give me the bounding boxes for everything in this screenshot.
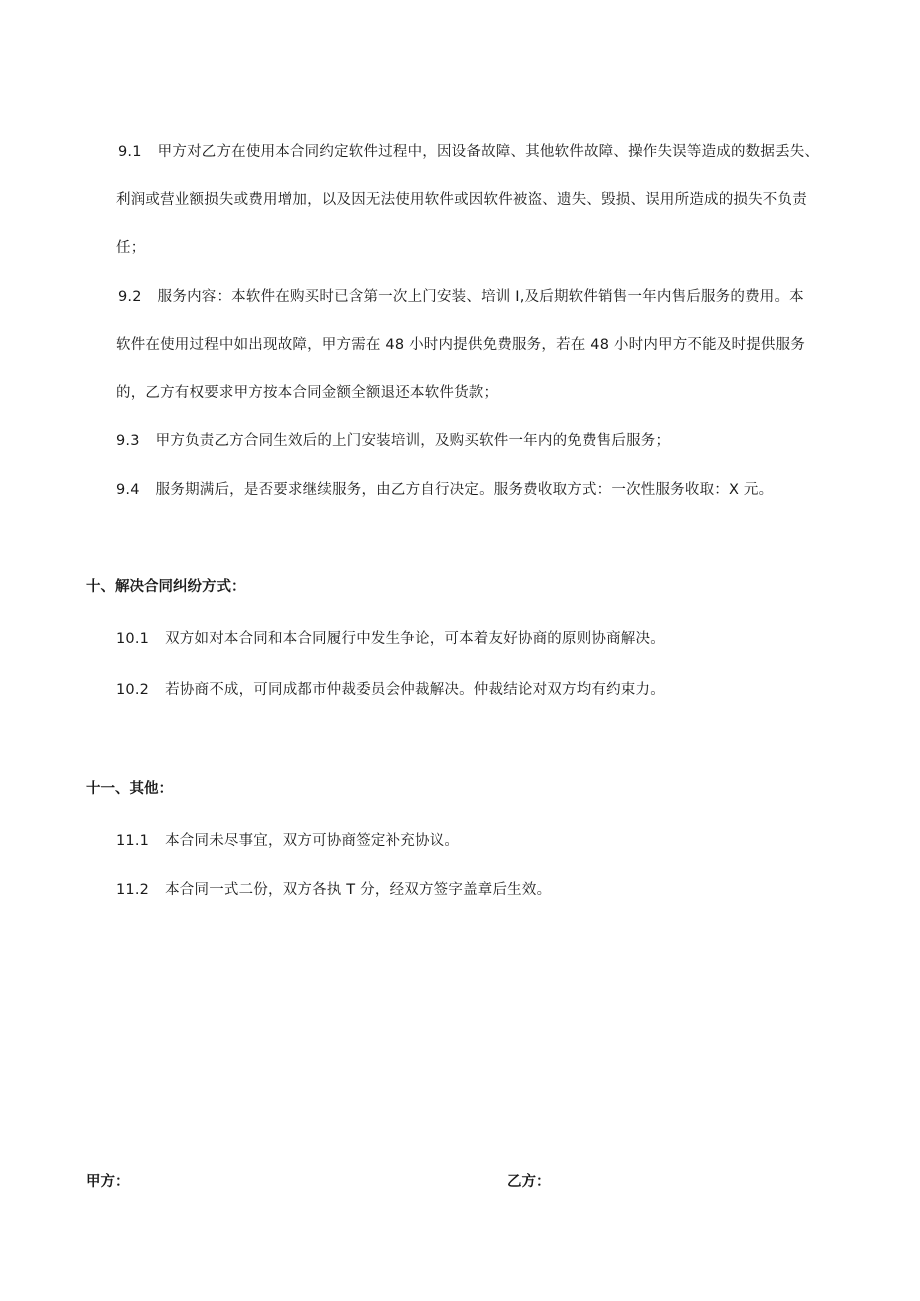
- clause-11-2: [116, 866, 846, 915]
- section-heading-11: 十一、其他：: [86, 781, 173, 797]
- clause-text: 本合同一式二份，双方各执 T 分，经双方签字盖章后生效。: [165, 882, 552, 898]
- section-heading-10: 十、解决合同纠纷方式：: [86, 579, 246, 595]
- clause-9-4: [116, 466, 846, 515]
- clause-text: 服务期满后，是否要求继续服务，由乙方自行决定。服务费收取方式：一次性服务收取：X 元。: [155, 482, 774, 498]
- clause-number: 9.3: [116, 433, 140, 449]
- signature-party-b: 乙方：: [507, 1174, 551, 1190]
- clause-9-2: [118, 273, 848, 322]
- clause-number: 11.1: [116, 833, 150, 849]
- clause-text: 甲方负责乙方合同生效后的上门安装培训，及购买软件一年内的免费售后服务；: [155, 433, 671, 449]
- clause-number: 9.4: [116, 482, 140, 498]
- clause-9-1: [118, 128, 848, 177]
- clause-text-line: 甲方对乙方在使用本合同约定软件过程中，因设备故障、其他软件故障、操作失误等造成的数据丢失、: [157, 144, 820, 160]
- clause-text: 本合同未尽事宜，双方可协商签定补充协议。: [165, 833, 460, 849]
- clause-text: 若协商不成，可同成都市仲裁委员会仲裁解决。仲裁结论对双方均有约束力。: [165, 682, 665, 698]
- clause-9-1-cont-2: [116, 224, 846, 273]
- clause-text-line: 任；: [116, 240, 146, 256]
- clause-text-line: 服务内容：本软件在购买时已含第一次上门安装、培训 I,及后期软件销售一年内售后服务的费用。本: [157, 289, 804, 305]
- clause-number: 10.2: [116, 682, 150, 698]
- clause-10-1: [116, 615, 846, 664]
- clause-number: 9.1: [118, 144, 142, 160]
- clause-9-2-cont-1: [116, 321, 846, 370]
- clause-number: 10.1: [116, 631, 150, 647]
- clause-text: 双方如对本合同和本合同履行中发生争论，可本着友好协商的原则协商解决。: [165, 631, 665, 647]
- clause-9-1-cont-1: [116, 176, 846, 225]
- clause-number: 11.2: [116, 882, 150, 898]
- clause-9-3: [116, 417, 846, 466]
- clause-text-line: 的，乙方有权要求甲方按本合同金额全额退还本软件货款；: [116, 385, 499, 401]
- clause-text-line: 软件在使用过程中如出现故障，甲方需在 48 小时内提供免费服务，若在 48 小时内甲方不能及时提供服务: [116, 337, 806, 353]
- clause-text-line: 利润或营业额损失或费用增加，以及因无法使用软件或因软件被盗、遗失、毁损、误用所造成的损失不负责: [116, 192, 807, 208]
- clause-9-2-cont-2: [116, 369, 846, 418]
- clause-11-1: [116, 817, 846, 866]
- clause-number: 9.2: [118, 289, 142, 305]
- clause-10-2: [116, 666, 846, 715]
- signature-party-a: 甲方：: [86, 1174, 130, 1190]
